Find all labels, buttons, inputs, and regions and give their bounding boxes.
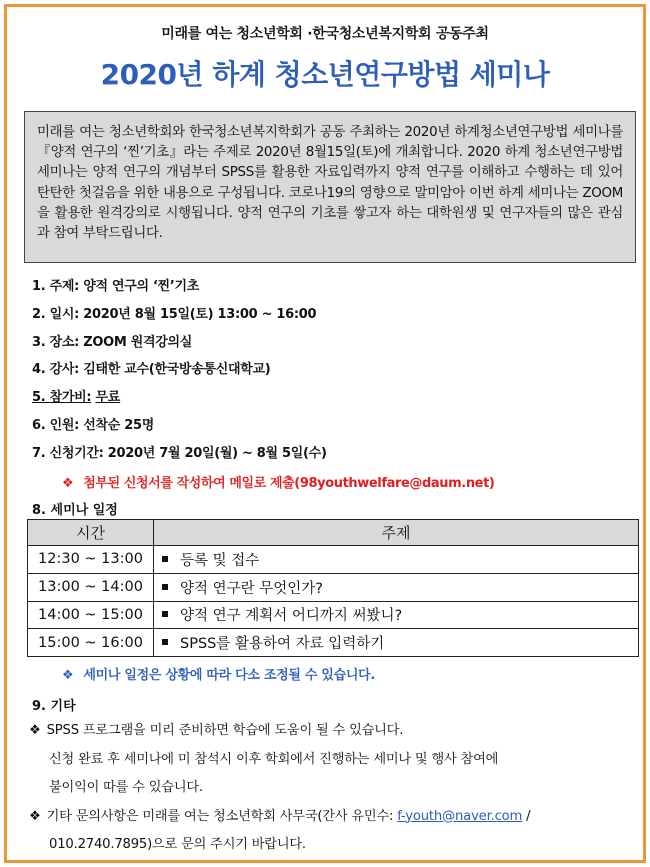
square-bullet-icon <box>162 611 168 617</box>
col-time-header: 시간 <box>28 520 154 546</box>
table-row: 13:00 ~ 14:00 양적 연구란 무엇인가? <box>28 573 639 601</box>
detail-fee: 5. 참가비: 무료 <box>32 390 121 406</box>
diamond-bullet-icon: ❖ <box>62 668 74 683</box>
col-topic-header: 주제 <box>154 520 639 546</box>
schedule-table <box>27 519 639 657</box>
misc-line-1: ❖ SPSS 프로그램을 미리 준비하면 학습에 도움이 될 수 있습니다. <box>29 723 404 738</box>
square-bullet-icon <box>162 639 168 645</box>
misc-line-3: 불이익이 따를 수 있습니다. <box>49 780 203 795</box>
misc-heading: 9. 기타 <box>32 699 76 714</box>
detail-capacity: 6. 인원: 선착순 25명 <box>32 417 155 433</box>
misc-section <box>29 717 639 860</box>
schedule-header-row <box>28 520 639 546</box>
schedule-note: ❖ 세미나 일정은 상황에 따라 다소 조정될 수 있습니다. <box>62 668 375 683</box>
table-row: 14:00 ~ 15:00 양적 연구 계획서 어디까지 써봤니? <box>28 601 639 629</box>
misc-line-4: ❖ 기타 문의사항은 미래를 여는 청소년학회 사무국(간사 유민수: f-youth@naver.com / <box>29 808 531 824</box>
diamond-bullet-icon: ❖ <box>29 723 41 738</box>
contact-email-link[interactable]: f-youth@naver.com <box>397 808 523 824</box>
square-bullet-icon <box>162 556 168 562</box>
square-bullet-icon <box>162 584 168 590</box>
apply-note: ❖ 첨부된 신청서를 작성하여 메일로 제출(98youthwelfare@daum.net) <box>62 476 495 491</box>
table-row: 15:00 ~ 16:00 SPSS를 활용하여 자료 입력하기 <box>28 629 639 657</box>
table-row: 12:30 ~ 13:00 등록 및 접수 <box>28 546 639 574</box>
details-list <box>32 273 632 468</box>
detail-application-period: 7. 신청기간: 2020년 7월 20일(월) ~ 8월 5일(수) <box>32 445 327 461</box>
schedule-heading: 8. 세미나 일정 <box>32 503 118 518</box>
page-frame <box>4 4 646 863</box>
detail-location: 3. 장소: ZOOM 원격강의실 <box>32 334 193 350</box>
host-organizations: 미래를 여는 청소년학회 ·한국청소년복지학회 공동주최 <box>161 26 489 42</box>
misc-line-5: 010.2740.7895)으로 문의 주시기 바랍니다. <box>49 837 306 852</box>
page-title: 2020년 하계 청소년연구방법 세미나 <box>100 58 550 91</box>
diamond-bullet-icon: ❖ <box>29 808 41 824</box>
diamond-bullet-icon: ❖ <box>62 476 74 491</box>
detail-date: 2. 일시: 2020년 8월 15일(토) 13:00 ~ 16:00 <box>32 306 317 322</box>
detail-lecturer: 4. 강사: 김태한 교수(한국방송통신대학교) <box>32 362 271 378</box>
detail-topic: 1. 주제: 양적 연구의 ‘찐’기초 <box>32 279 200 294</box>
intro-box: 미래를 여는 청소년학회와 한국청소년복지학회가 공동 주최하는 2020년 하계청소년연구방법 세미나를『양적 연구의 ‘찐’기초』라는 주제로 2020년 8월15일(토)에 개최합니다. 2020 하계 청소년연구방법 세미나는 양적 연구의 개념부터 SPSS를 활용한 자료입력까지 양적 연구를 이해하고 수행하는 데 있어 탄탄한 첫걸음을 위한 내용으로 구성됩니다. 코로나19의 영향으로 말미암아 이번 하계 세미나는 ZOOM을 활용한 원격강의로 시행됩니다. 양적 연구의 기초를 쌓고자 하는 대학원생 및 연구자들의 많은 관심과 참여 부탁드립니다. <box>24 111 636 263</box>
misc-line-2: 신청 완료 후 세미나에 미 참석시 이후 학회에서 진행하는 세미나 및 행사 참여에 <box>49 751 499 767</box>
